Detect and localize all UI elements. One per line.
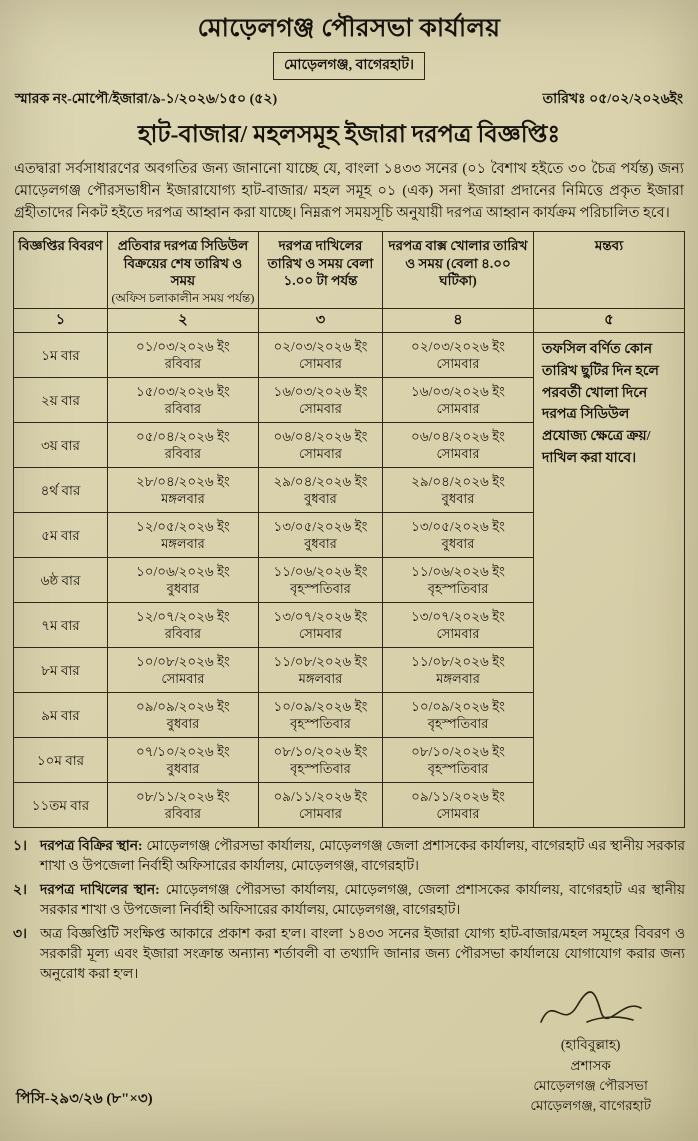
date-text: ২৯/০৪/২০২৬ ইং [411,474,505,490]
date-text: ১২/০৭/২০২৬ ইং [135,609,230,625]
header-remarks: মন্তব্য [534,232,685,309]
column-number-1: ১ [14,309,108,333]
tender-schedule-table [13,231,685,828]
note-number: ৩। [13,926,27,942]
note-item [13,924,685,984]
submission-cell [258,558,382,603]
date-text: ১৩/০৫/২০২৬ ইং [273,519,368,535]
date-text: ১৬/০৩/২০২৬ ইং [411,384,505,400]
memo-number: স্মারক নং-মোপৌ/ইজারা/৯-১/২০২৬/১৫০ (৫২) [15,92,278,107]
date-text: ১০/০৬/২০২৬ ইং [135,564,230,580]
schedule-sale-cell [107,333,258,378]
serial-cell: ১১তম বার [14,783,108,828]
note-number: ২। [13,882,27,898]
date-text: ০৬/০৪/২০২৬ ইং [273,429,368,445]
office-subtitle-row [13,52,685,80]
day-text: বুধবার [166,715,200,731]
note-body-text: মোড়েলগঞ্জ পৌরসভা কার্যালয়, মোড়েলগঞ্জ, জেলা প্রশাসকের কার্যালয়, বাগেরহাট এর স্থানীয় সরকার শাখা ও উপজেলা নির্বাহী অফিসারের কার্যালয়, মোড়েলগঞ্জ, বাগেরহাট। [40,882,686,918]
serial-cell: ৩য় বার [14,423,108,468]
date-text: ১০/০৯/২০২৬ ইং [411,699,505,715]
date-text: ১৫/০৩/২০২৬ ইং [135,384,230,400]
date-text: ১০/০৮/২০২৬ ইং [135,654,230,670]
date-text: ০৮/১০/২০২৬ ইং [411,744,505,760]
date-text: ০৯/১১/২০২৬ ইং [273,789,368,805]
note-text [40,880,685,920]
schedule-sale-cell [107,603,258,648]
memo-row [15,87,683,111]
date-text: ১৩/০৭/২০২৬ ইং [411,609,505,625]
schedule-sale-cell [107,693,258,738]
date-text: ০২/০৩/২০২৬ ইং [411,339,505,355]
serial-cell: ৫ম বার [14,513,108,558]
day-text: বুধবার [441,535,475,551]
signature-scribble-icon [531,988,651,1034]
signatory-designation: প্রশাসক [570,1057,611,1073]
note-body-text: মোড়েলগঞ্জ পৌরসভা কার্যালয়, মোড়েলগঞ্জ জেলা প্রশাসকের কার্যালয়, বাগেরহাট এর স্থানীয় সরকার শাখা ও উপজেলা নির্বাহী অফিসারের কার্যালয়, মোড়েলগঞ্জ, বাগেরহাট। [40,838,685,874]
date-text: ১২/০৫/২০২৬ ইং [135,519,230,535]
day-text: সোমবার [298,355,342,371]
day-text: সোমবার [298,400,342,416]
day-text: সোমবার [436,625,480,641]
table-row [14,333,685,378]
box-open-cell [383,738,534,783]
day-text: বৃহস্পতিবার [427,580,489,596]
column-number-2: ২ [107,309,258,333]
intro-paragraph: এতদ্বারা সর্বসাধারণের অবগতির জন্য জানানো যাচ্ছে যে, বাংলা ১৪৩৩ সনের (০১ বৈশাখ হইতে ৩০ চৈত্র পর্যন্ত) জন্য মোড়েলগঞ্জ পৌরসভাধীন ইজারাযোগ্য হাট-বাজার/ মহল সমূহ ০১ (এক) সনা ইজারা প্রদানের নিমিত্তে প্রকৃত ইজারা গ্রহীতাদের নিকট হইতে দরপত্র আহ্বান করা যাচ্ছে। নিম্নরূপ সময়সূচি অনুযায়ী দরপত্র আহ্বান কার্যক্রম পরিচালিত হবে। [14,161,684,221]
day-text: রবিবার [164,355,202,371]
note-text [40,924,685,984]
day-text: সোমবার [436,355,480,371]
day-text: মঙ্গলবার [298,670,343,686]
day-text: মঙ্গলবার [436,670,480,686]
header-schedule-sale-main: প্রতিবার দরপত্র সিডিউল বিক্রয়ের শেষ তারিখ ও সময় [117,238,249,289]
day-text: সোমবার [436,400,480,416]
column-number-row [14,309,685,333]
day-text: সোমবার [436,805,480,821]
footer-section [13,988,685,1141]
header-schedule-sale-sub: (অফিস চলাকালীন সময় পর্যন্ত) [111,290,255,305]
note-item [13,880,685,920]
office-title: মোড়েলগঞ্জ পৌরসভা কার্যালয় [197,15,501,42]
serial-cell: ৬ষ্ঠ বার [14,558,108,603]
box-open-cell [383,783,534,828]
box-open-cell [383,648,534,693]
date-text: ১৬/০৩/২০২৬ ইং [273,384,368,400]
serial-cell: ৭ম বার [14,603,108,648]
note-label: দরপত্র দাখিলের স্থান: [40,882,160,898]
day-text: রবিবার [164,445,202,461]
day-text: সোমবার [298,625,342,641]
day-text: বুধবার [304,490,337,506]
date-text: ০৭/১০/২০২৬ ইং [135,744,230,760]
day-text: বৃহস্পতিবার [290,760,351,776]
day-text: বৃহস্পতিবার [427,715,489,731]
note-number: ১। [13,838,27,854]
date-text: ০২/০৩/২০২৬ ইং [273,339,368,355]
day-text: রবিবার [164,625,202,641]
submission-cell [258,648,382,693]
submission-cell [258,603,382,648]
box-open-cell [383,558,534,603]
note-item [13,836,685,876]
serial-cell: ১০ম বার [14,738,108,783]
date-text: ২৯/০৪/২০২৬ ইং [273,474,368,490]
date-text: ২৮/০৪/২০২৬ ইং [135,474,230,490]
note-label: দরপত্র বিক্রির স্থান: [40,838,143,854]
table-header-row [14,232,685,309]
box-open-cell [383,423,534,468]
schedule-sale-cell [107,738,258,783]
schedule-sale-cell [107,423,258,468]
submission-cell [258,783,382,828]
date-text: ০৮/১০/২০২৬ ইং [273,744,368,760]
submission-cell [258,423,382,468]
date-text: ১১/০৮/২০২৬ ইং [411,654,505,670]
signatory-place: মোড়েলগঞ্জ, বাগেরহাট [530,1098,651,1114]
submission-cell [258,513,382,558]
day-text: সোমবার [298,445,342,461]
day-text: সোমবার [436,445,480,461]
header-schedule-sale [107,232,258,309]
day-text: মঙ্গলবার [161,535,205,551]
serial-cell: ৮ম বার [14,648,108,693]
submission-cell [258,693,382,738]
header-box-opening: দরপত্র বাক্স খোলার তারিখ ও সময় (বেলা ৪.০০ ঘটিকা) [383,232,534,309]
date-text: ১৩/০৫/২০২৬ ইং [411,519,505,535]
signatory-org: মোড়েলগঞ্জ পৌরসভা [533,1077,648,1093]
day-text: রবিবার [164,400,202,416]
date-text: ১১/০৮/২০২৬ ইং [273,654,368,670]
serial-cell: ৪র্থ বার [14,468,108,513]
day-text: বুধবার [166,760,200,776]
box-open-cell [383,378,534,423]
day-text: বুধবার [304,535,337,551]
day-text: বৃহস্পতিবার [427,760,489,776]
notice-date: তারিখঃ ০৫/০২/২০২৬ইং [542,92,683,107]
date-text: ১৩/০৭/২০২৬ ইং [273,609,368,625]
serial-cell: ৯ম বার [14,693,108,738]
date-text: ০৯/০৯/২০২৬ ইং [135,699,230,715]
box-open-cell [383,513,534,558]
date-text: ০৯/১১/২০২৬ ইং [411,789,505,805]
schedule-sale-cell [107,513,258,558]
box-open-cell [383,603,534,648]
remarks-cell: তফসিল বর্ণিত কোন তারিখ ছুটির দিন হলে পরবর্তী খোলা দিনে দরপত্র সিডিউল প্রযোজ্য ক্ষেত্রে ক্রয়/দাখিল করা যাবে। [534,333,685,828]
submission-cell [258,738,382,783]
date-text: ০১/০৩/২০২৬ ইং [135,339,230,355]
schedule-sale-cell [107,378,258,423]
day-text: বুধবার [166,580,200,596]
submission-cell [258,378,382,423]
note-body-text: অত্র বিজ্ঞপ্তিটি সংক্ষিপ্ত আকারে প্রকাশ করা হ'ল। বাংলা ১৪৩৩ সনের ইজারা যোগ্য হাট-বাজার/মহল সমূহের বিবরণ ও সরকারী মূল্য এবং ইজারা সংক্রান্ত অন্যান্য শর্তাবলী বা তথ্যাদি জানার জন্য পৌরসভা কার্যালয়ে যোগাযোগ করার জন্য অনুরোধ করা হ'ল। [40,926,685,982]
day-text: সোমবার [298,805,342,821]
schedule-sale-cell [107,558,258,603]
notes-section [13,836,685,984]
signature-block [530,988,651,1116]
schedule-sale-cell [107,648,258,693]
box-open-cell [383,468,534,513]
schedule-sale-cell [107,783,258,828]
column-number-4: ৪ [383,309,534,333]
office-subtitle: মোড়েলগঞ্জ, বাগেরহাট। [273,52,425,80]
day-text: সোমবার [161,670,205,686]
date-text: ১১/০৬/২০২৬ ইং [273,564,368,580]
header-submission: দরপত্র দাখিলের তারিখ ও সময় বেলা ১.০০ টা পর্যন্ত [258,232,382,309]
column-number-3: ৩ [258,309,382,333]
column-number-5: ৫ [534,309,685,333]
date-text: ০৫/০৪/২০২৬ ইং [135,429,230,445]
notice-title: হাট-বাজার/ মহলসমূহ ইজারা দরপত্র বিজ্ঞপ্তিঃ [137,122,561,148]
day-text: বুধবার [441,490,475,506]
serial-cell: ১ম বার [14,333,108,378]
date-text: ১০/০৯/২০২৬ ইং [273,699,368,715]
box-open-cell [383,333,534,378]
schedule-sale-cell [107,468,258,513]
date-text: ১১/০৬/২০২৬ ইং [411,564,505,580]
note-text [40,836,685,876]
day-text: বৃহস্পতিবার [290,715,351,731]
submission-cell [258,468,382,513]
box-open-cell [383,693,534,738]
print-code: পিসি-২৯৩/২৬ (৮"×৩) [16,1091,153,1108]
submission-cell [258,333,382,378]
date-text: ০৬/০৪/২০২৬ ইং [411,429,505,445]
day-text: রবিবার [164,805,202,821]
signatory-name: (হাবিবুল্লাহ) [560,1037,621,1053]
serial-cell: ২য় বার [14,378,108,423]
day-text: মঙ্গলবার [161,490,205,506]
header-notice-description: বিজ্ঞপ্তির বিবরণ [14,232,108,309]
day-text: বৃহস্পতিবার [290,580,351,596]
date-text: ০৮/১১/২০২৬ ইং [135,789,230,805]
